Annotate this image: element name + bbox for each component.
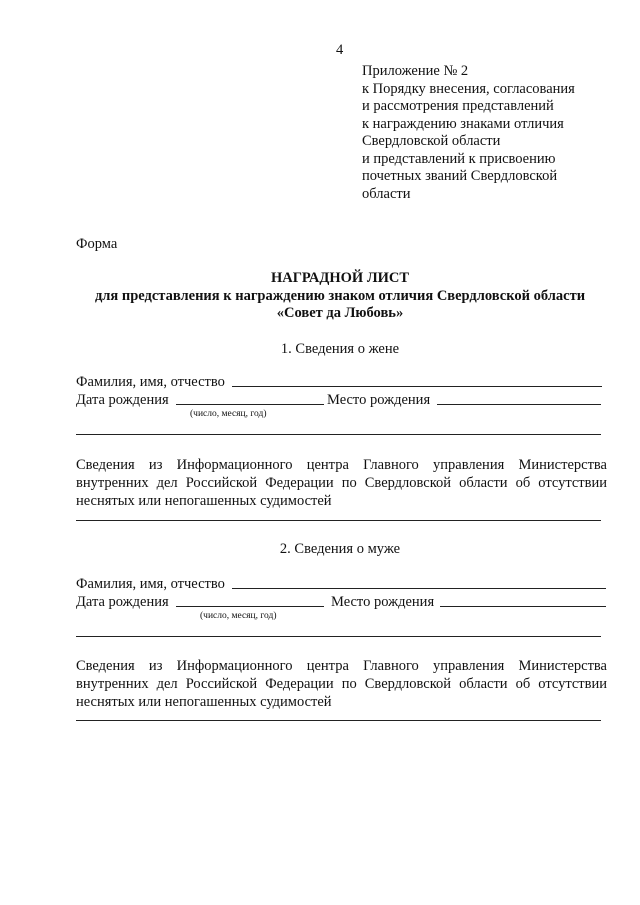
appendix-line: Свердловской области [362, 133, 501, 149]
section-heading-wife: 1. Сведения о жене [280, 341, 400, 357]
section-heading-husband: 2. Сведения о муже [279, 541, 401, 557]
wife-name-label: Фамилия, имя, отчество [76, 374, 225, 390]
appendix-line: к Порядку внесения, согласования [362, 80, 575, 97]
husband-birthdate-field[interactable] [176, 606, 324, 607]
award-name: «Совет да Любовь» [276, 305, 404, 321]
appendix-line: и рассмотрения представлений [362, 98, 554, 114]
wife-date-hint: (число, месяц, год) [190, 409, 267, 419]
appendix-line: почетных званий Свердловской [362, 168, 558, 184]
paragraph-line: неснятых или непогашенных судимостей [76, 694, 332, 710]
husband-name-label: Фамилия, имя, отчество [76, 576, 225, 592]
wife-birthplace-field[interactable] [437, 404, 601, 405]
form-label: Форма [76, 236, 118, 252]
appendix-line: и представлений к присвоению [362, 150, 556, 167]
appendix-line: Приложение № 2 [362, 63, 469, 79]
document-title: НАГРАДНОЙ ЛИСТ [270, 270, 410, 286]
husband-date-hint: (число, месяц, год) [200, 611, 277, 621]
husband-extra-field[interactable] [76, 636, 601, 637]
wife-criminal-record-text [76, 456, 607, 510]
wife-birthdate-label: Дата рождения [76, 392, 169, 408]
wife-name-field[interactable] [232, 386, 602, 387]
paragraph-line: внутренних дел Российской Федерации по Свердловской области об отсутствии [76, 676, 607, 692]
wife-birthdate-field[interactable] [176, 404, 324, 405]
wife-extra-field[interactable] [76, 434, 601, 435]
wife-birthplace-label: Место рождения [327, 392, 431, 408]
paragraph-line: внутренних дел Российской Федерации по Свердловской области об отсутствии [76, 475, 607, 491]
husband-name-field[interactable] [232, 588, 606, 589]
paragraph-line: неснятых или непогашенных судимостей [76, 493, 332, 509]
paragraph-line: Сведения из Информационного центра Главного управления Министерства [76, 457, 607, 473]
husband-birthdate-label: Дата рождения [76, 594, 169, 610]
paragraph-line: Сведения из Информационного центра Главного управления Министерства [76, 658, 607, 674]
husband-criminal-record-text [76, 657, 607, 711]
page-number: 4 [336, 42, 344, 58]
appendix-line: области [362, 185, 411, 202]
husband-criminal-record-field[interactable] [76, 720, 601, 721]
husband-birthplace-field[interactable] [440, 606, 606, 607]
appendix-block [362, 63, 575, 203]
appendix-line: к награждению знаками отличия [362, 115, 564, 132]
husband-birthplace-label: Место рождения [331, 594, 435, 610]
document-subtitle: для представления к награждению знаком отличия Свердловской области [94, 288, 586, 304]
wife-criminal-record-field[interactable] [76, 520, 601, 521]
